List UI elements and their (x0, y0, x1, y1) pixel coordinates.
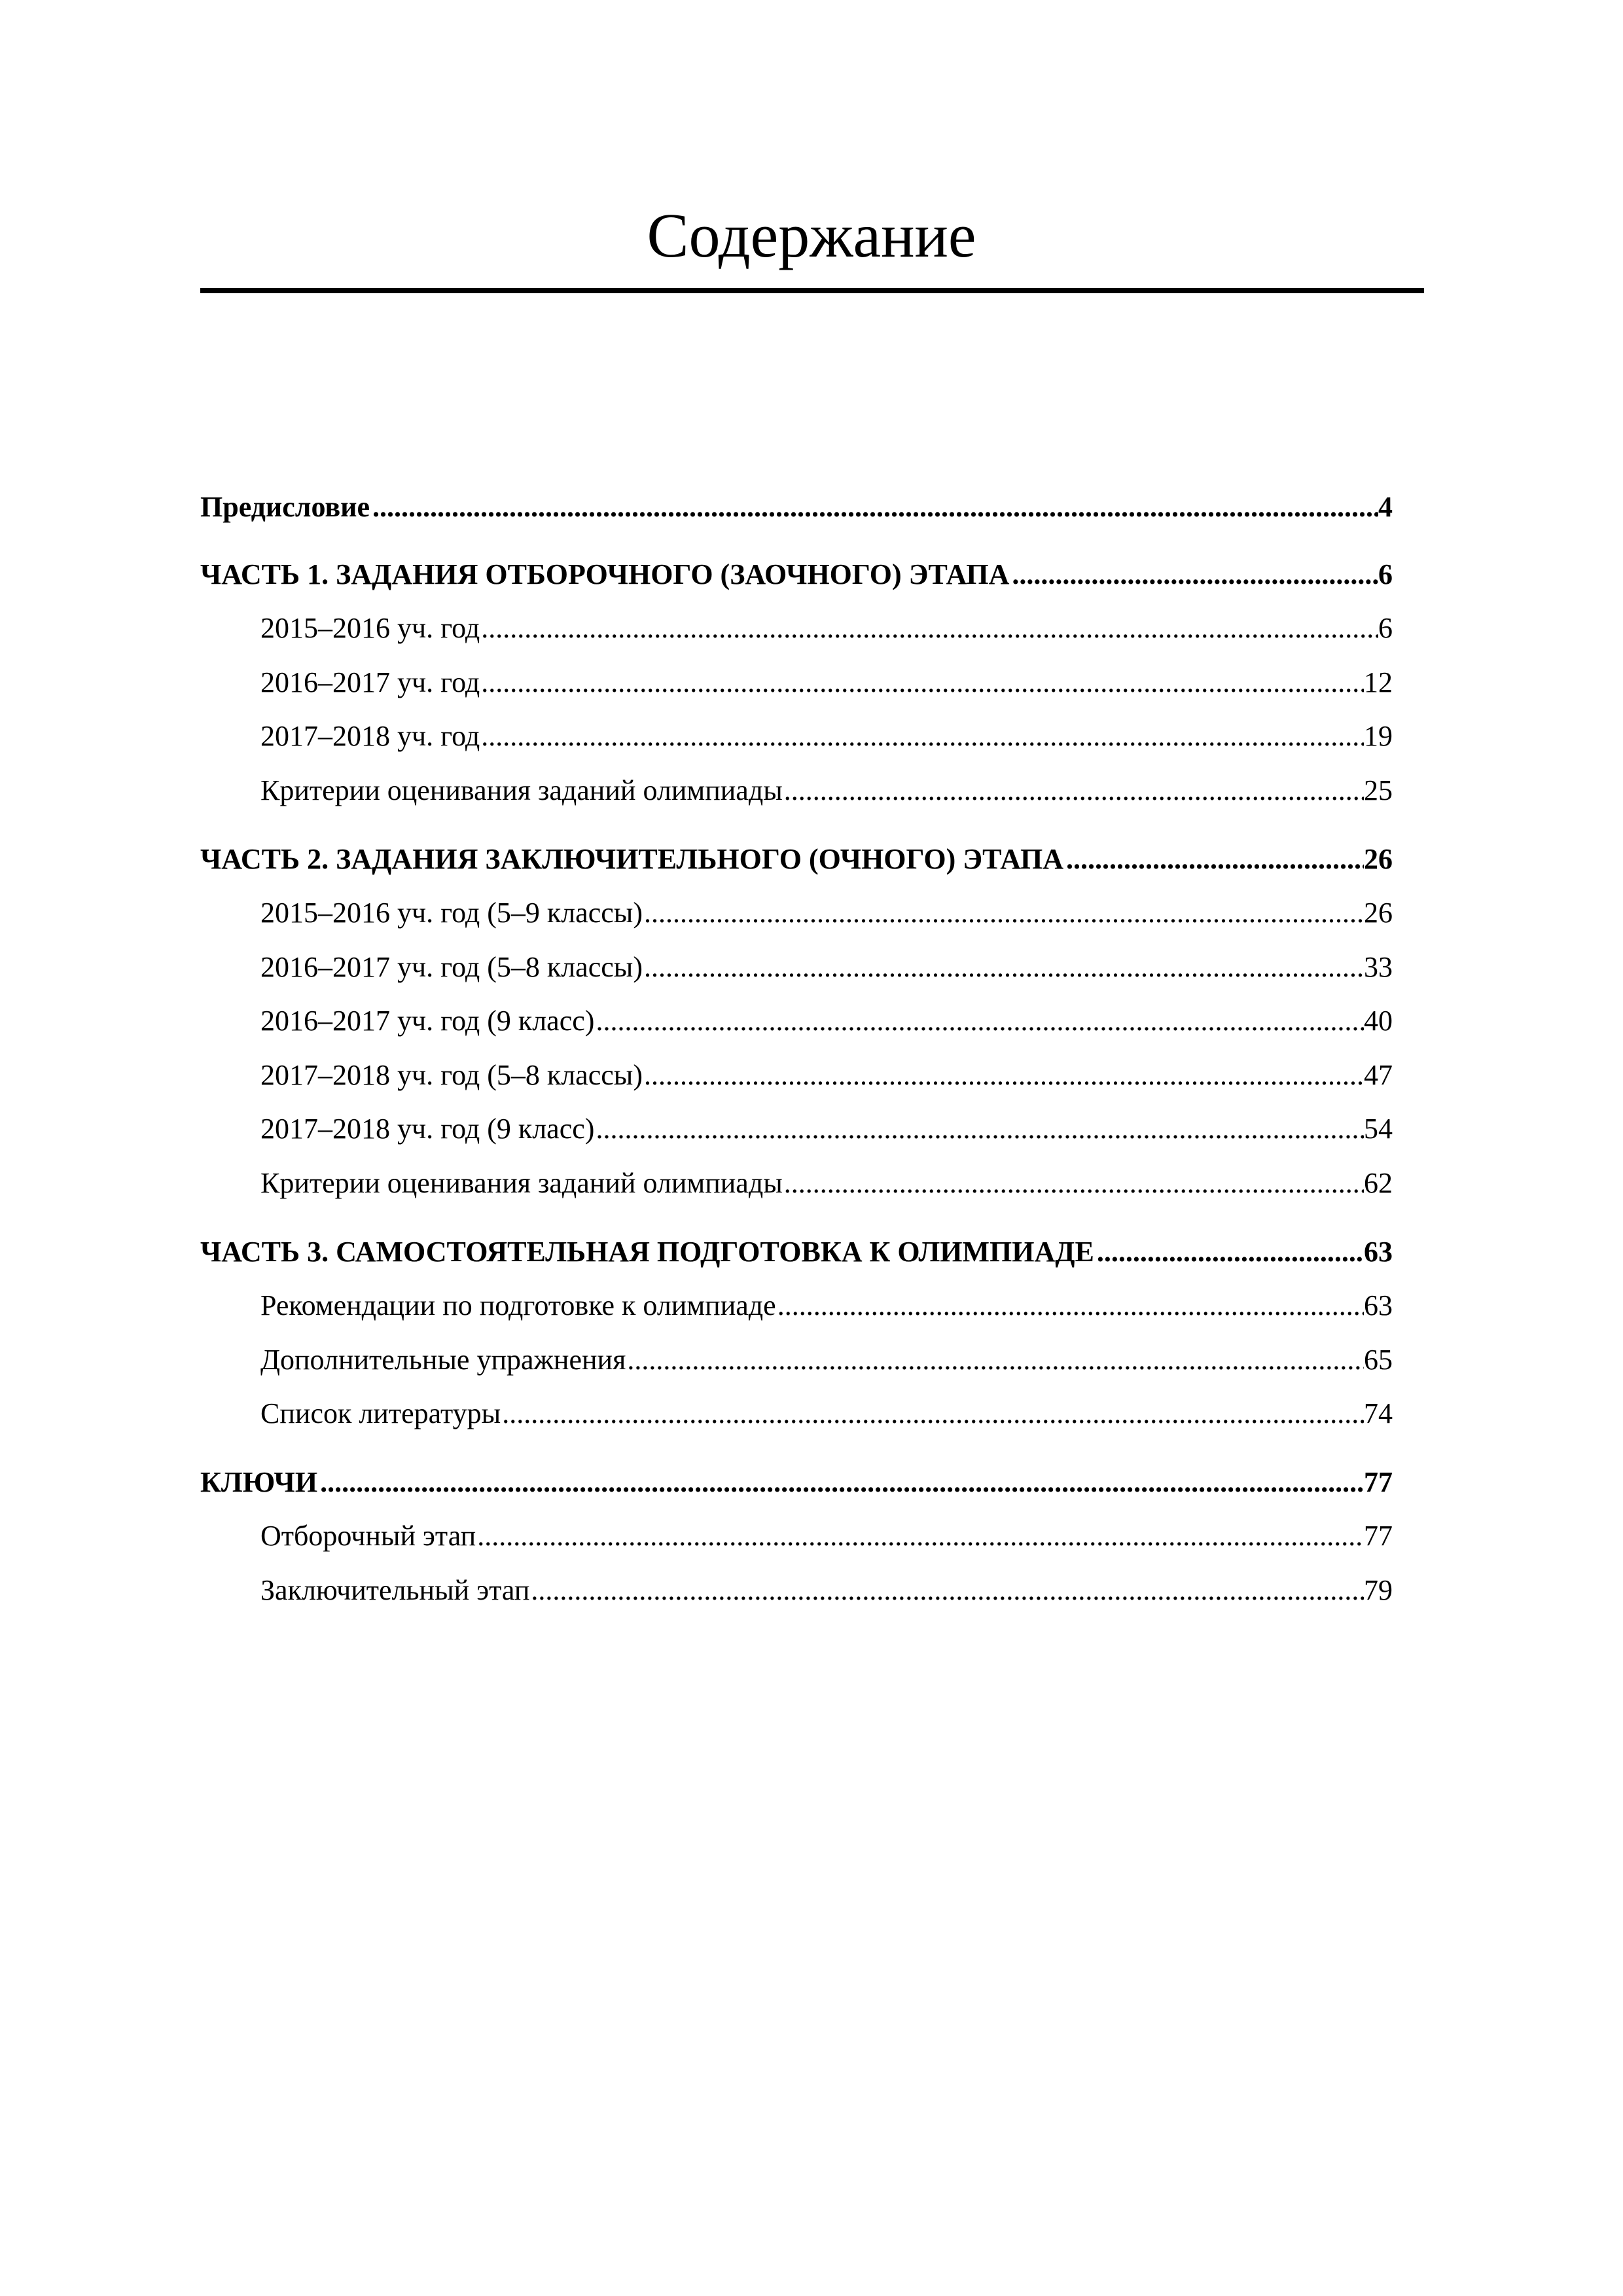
dot-leader (644, 893, 1364, 933)
toc-entry-part-3-literature[interactable] (260, 1394, 1393, 1433)
toc-page-number: 77 (1364, 1466, 1393, 1498)
toc-entry-label: Заключительный этап (260, 1574, 530, 1606)
dot-leader (481, 663, 1364, 702)
toc-entry-label: 2016–2017 уч. год (260, 666, 480, 698)
toc-entry-keys-final[interactable] (260, 1571, 1393, 1610)
toc-page-number: 62 (1364, 1167, 1393, 1199)
toc-entry-part-2-2016-2017-5-8[interactable] (260, 948, 1393, 987)
dot-leader (1066, 840, 1364, 879)
dot-leader (372, 488, 1378, 527)
toc-entry-part-3[interactable] (200, 1232, 1393, 1272)
toc-page-number: 74 (1364, 1397, 1393, 1429)
dot-leader (502, 1394, 1364, 1433)
toc-entry-part-1[interactable] (200, 555, 1393, 594)
toc-page-number: 65 (1364, 1344, 1393, 1376)
toc-entry-keys[interactable] (200, 1463, 1393, 1502)
toc-entry-part-2-2015-2016-5-9[interactable] (260, 893, 1393, 933)
toc-entry-part-3-recommendations[interactable] (260, 1286, 1393, 1325)
toc-entry-label: 2017–2018 уч. год (9 класс) (260, 1113, 595, 1145)
toc-entry-label: 2015–2016 уч. год (5–9 классы) (260, 897, 643, 929)
page-title: Содержание (647, 200, 976, 270)
toc-page-number: 63 (1364, 1236, 1393, 1268)
toc-page-number: 40 (1364, 1005, 1393, 1037)
toc-entry-part-2-2016-2017-9[interactable] (260, 1001, 1393, 1041)
toc-entry-part-1-2017-2018[interactable] (260, 717, 1393, 756)
toc-page-number: 47 (1364, 1059, 1393, 1091)
title-divider (200, 288, 1424, 293)
toc-entry-label: ЧАСТЬ 3. САМОСТОЯТЕЛЬНАЯ ПОДГОТОВКА К ОЛИМПИАДЕ (200, 1236, 1094, 1268)
toc-page-number: 77 (1364, 1520, 1393, 1552)
toc-entry-label: Критерии оценивания заданий олимпиады (260, 1167, 783, 1199)
dot-leader (1012, 555, 1378, 594)
toc-entry-label: Предисловие (200, 491, 370, 523)
dot-leader (477, 1516, 1364, 1556)
dot-leader (481, 717, 1364, 756)
toc-entry-label: Дополнительные упражнения (260, 1344, 626, 1376)
dot-leader (777, 1286, 1364, 1325)
toc-entry-preface[interactable] (200, 488, 1393, 527)
toc-entry-label: 2016–2017 уч. год (9 класс) (260, 1005, 595, 1037)
toc-page-number: 54 (1364, 1113, 1393, 1145)
dot-leader (784, 1164, 1364, 1203)
toc-page-number: 33 (1364, 951, 1393, 983)
dot-leader (627, 1340, 1364, 1380)
dot-leader (596, 1001, 1364, 1041)
toc-page-number: 19 (1364, 720, 1393, 752)
toc-page-number: 4 (1378, 491, 1393, 523)
toc-page-number: 25 (1364, 774, 1393, 806)
toc-entry-part-2-2017-2018-9[interactable] (260, 1109, 1393, 1149)
toc-entry-label: 2017–2018 уч. год (5–8 классы) (260, 1059, 643, 1091)
toc-entry-label: 2016–2017 уч. год (5–8 классы) (260, 951, 643, 983)
toc-page-number: 26 (1364, 843, 1393, 875)
toc-page-number: 63 (1364, 1289, 1393, 1321)
dot-leader (644, 1056, 1364, 1095)
toc-entry-part-2[interactable] (200, 840, 1393, 879)
toc-entry-keys-qualifying[interactable] (260, 1516, 1393, 1556)
toc-entry-label: ЧАСТЬ 1. ЗАДАНИЯ ОТБОРОЧНОГО (ЗАОЧНОГО) ЭТАПА (200, 558, 1010, 590)
toc-entry-label: Список литературы (260, 1397, 501, 1429)
toc-page-number: 12 (1364, 666, 1393, 698)
dot-leader (784, 771, 1364, 810)
toc-entry-label: ЧАСТЬ 2. ЗАДАНИЯ ЗАКЛЮЧИТЕЛЬНОГО (ОЧНОГО) ЭТАПА (200, 843, 1063, 875)
toc-entry-label: 2015–2016 уч. год (260, 612, 480, 644)
dot-leader (644, 948, 1364, 987)
toc-entry-part-1-2016-2017[interactable] (260, 663, 1393, 702)
dot-leader (320, 1463, 1364, 1502)
toc-page-number: 6 (1378, 612, 1393, 644)
toc-entry-part-2-2017-2018-5-8[interactable] (260, 1056, 1393, 1095)
toc-entry-label: 2017–2018 уч. год (260, 720, 480, 752)
dot-leader (1097, 1232, 1364, 1272)
toc-entry-part-2-criteria[interactable] (260, 1164, 1393, 1203)
toc-page-number: 6 (1378, 558, 1393, 590)
toc-entry-label: Критерии оценивания заданий олимпиады (260, 774, 783, 806)
toc-entry-label: КЛЮЧИ (200, 1466, 318, 1498)
toc-entry-part-1-criteria[interactable] (260, 771, 1393, 810)
toc-page-number: 26 (1364, 897, 1393, 929)
dot-leader (596, 1109, 1364, 1149)
dot-leader (481, 609, 1378, 648)
toc-page-number: 79 (1364, 1574, 1393, 1606)
toc-entry-label: Рекомендации по подготовке к олимпиаде (260, 1289, 776, 1321)
toc-entry-label: Отборочный этап (260, 1520, 476, 1552)
dot-leader (531, 1571, 1364, 1610)
toc-entry-part-1-2015-2016[interactable] (260, 609, 1393, 648)
toc-entry-part-3-exercises[interactable] (260, 1340, 1393, 1380)
